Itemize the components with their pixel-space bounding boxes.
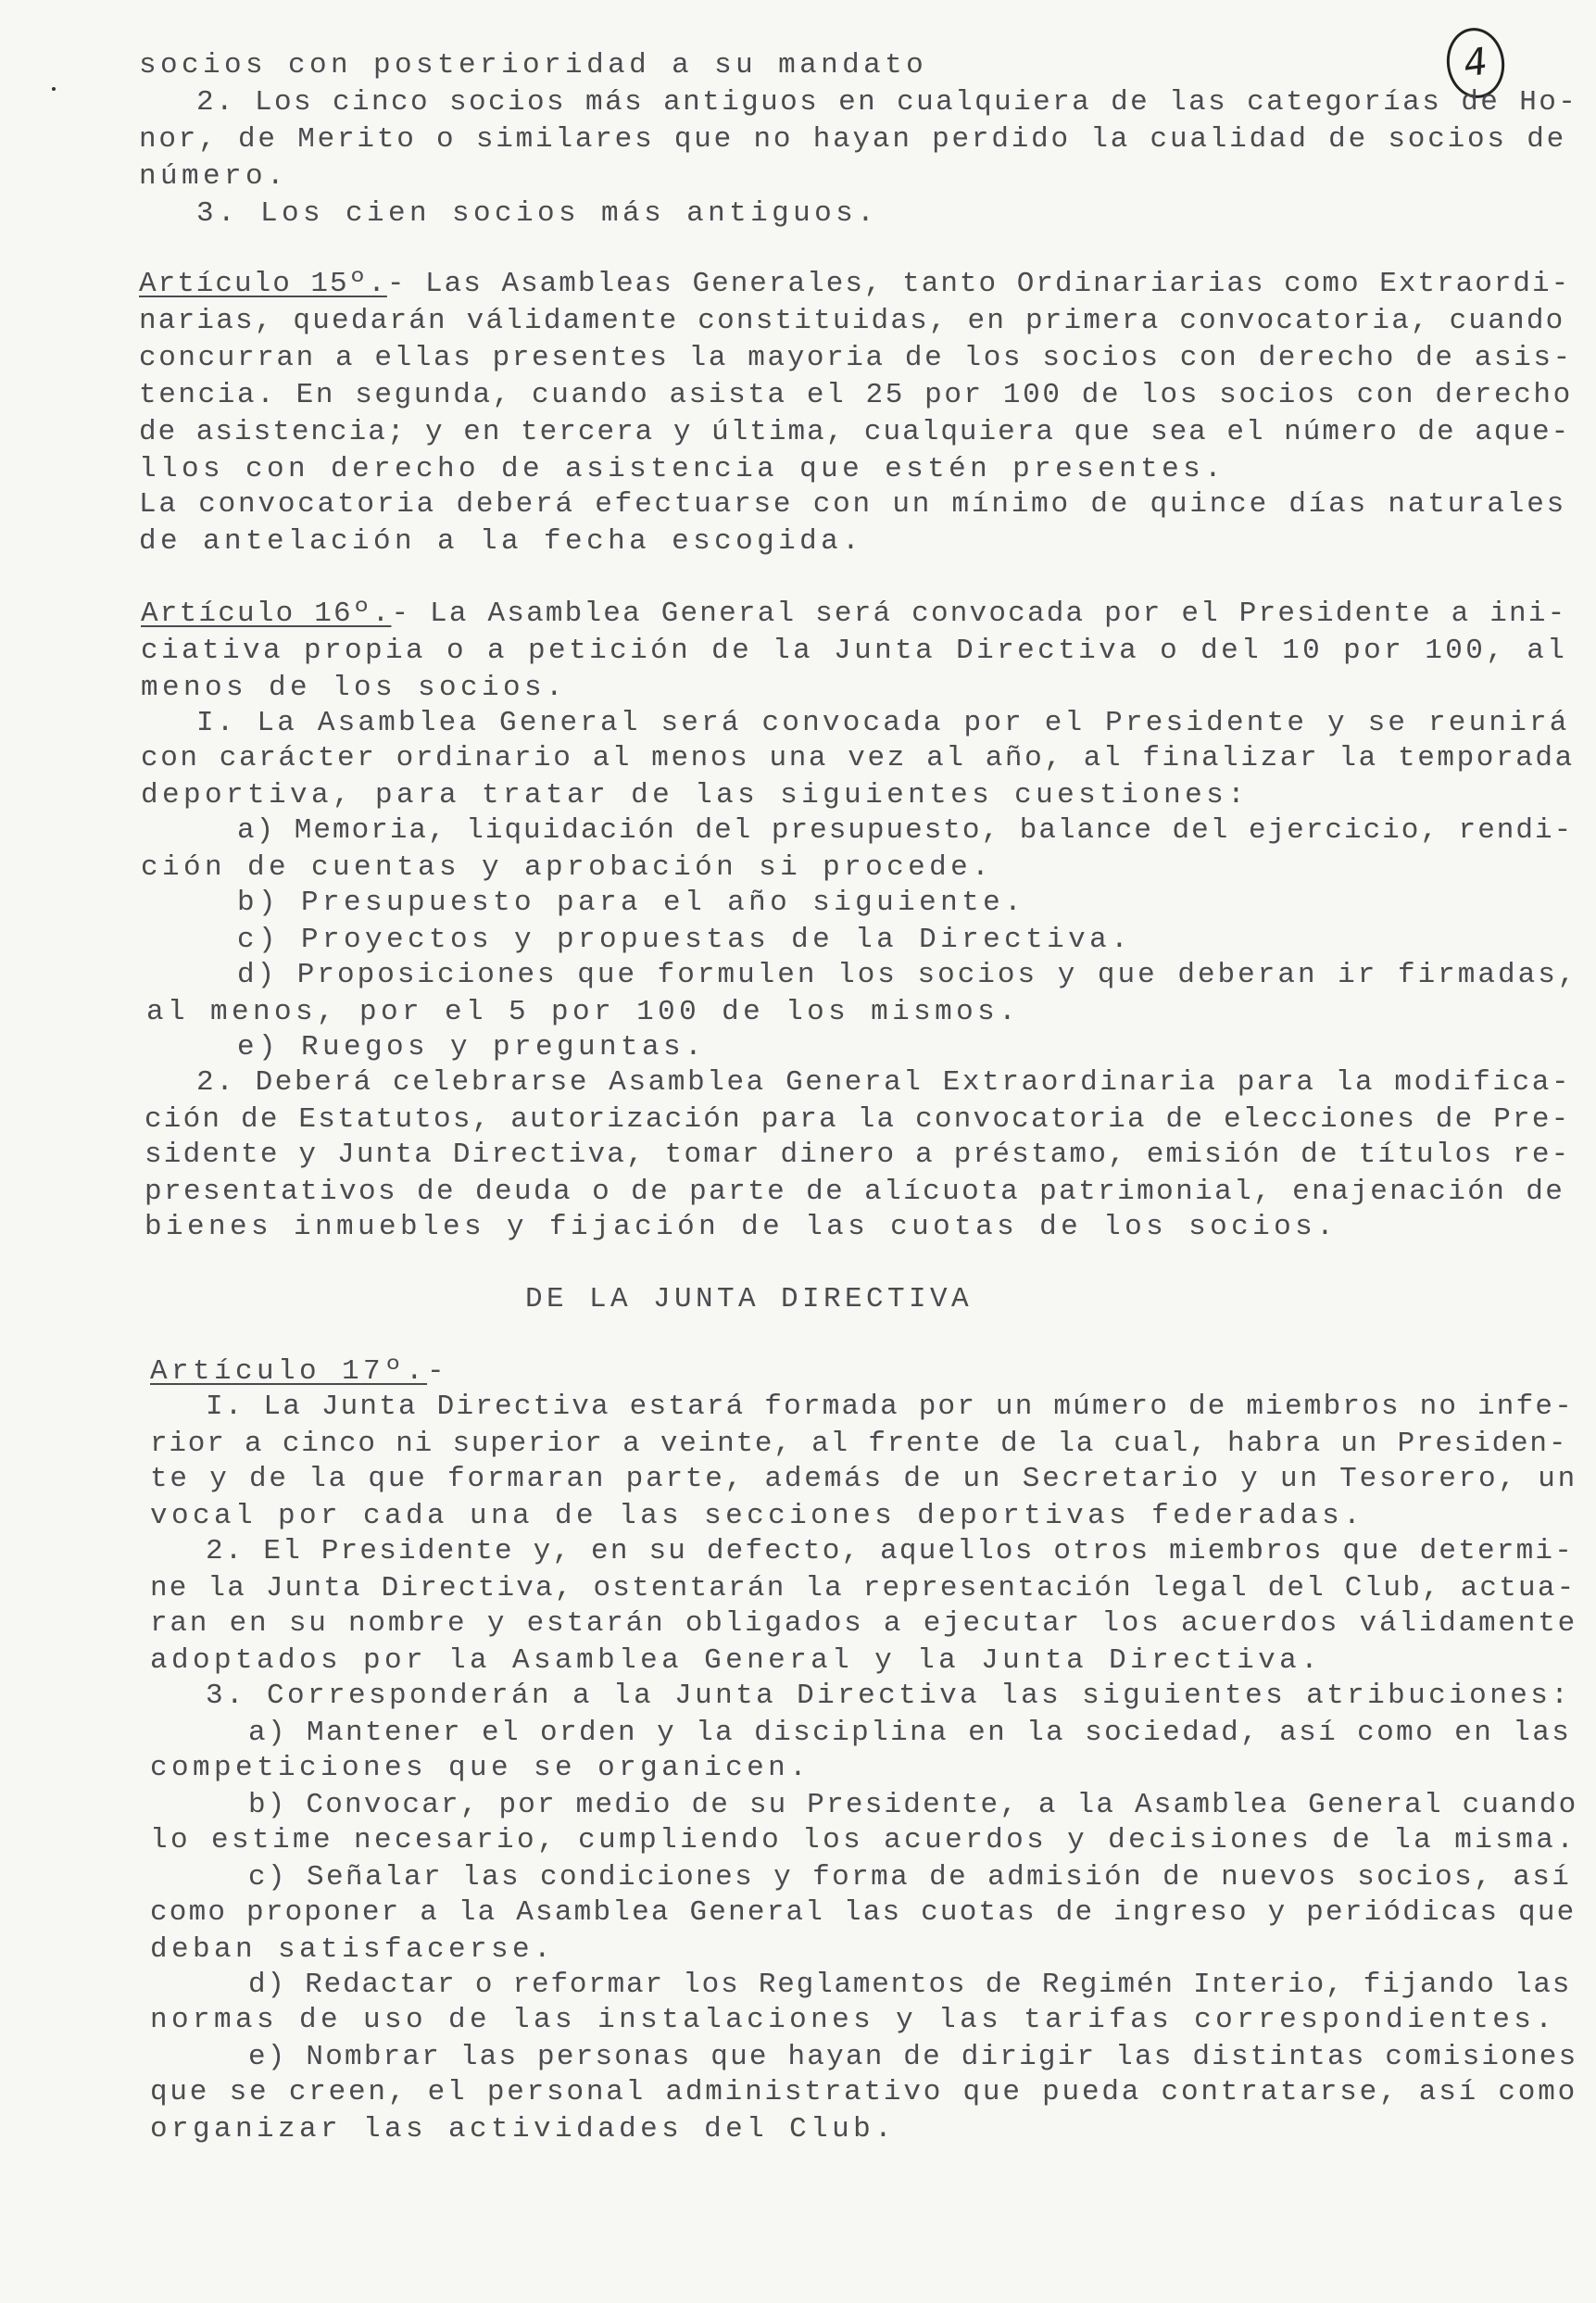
text-line: deportiva, para tratar de las siguientes cuestiones: xyxy=(141,779,1250,812)
text-line: 2. Deberá celebrarse Asamblea General Extraordinaria para la modifica- xyxy=(196,1066,1572,1099)
text-line: ne la Junta Directiva, ostentarán la representación legal del Club, actua- xyxy=(150,1572,1577,1605)
text-line: c) Proyectos y propuestas de la Directiva. xyxy=(237,924,1133,956)
text-line: a) Memoria, liquidación del presupuesto, balance del ejercicio, rendi- xyxy=(237,814,1574,847)
text-line: que se creen, el personal administrativo que pueda contratarse, así como xyxy=(150,2076,1578,2108)
text-line: normas de uso de las instalaciones y las tarifas correspondientes. xyxy=(150,2004,1557,2036)
text-line: b) Convocar, por medio de su Presidente, a la Asamblea General cuando xyxy=(248,1789,1578,1821)
article-17-heading: Artículo 17º. xyxy=(150,1355,428,1388)
text-line: organizar las actividades del Club. xyxy=(150,2113,897,2146)
text-line: adoptados por la Asamblea General y la Junta Directiva. xyxy=(150,1644,1323,1677)
article-15-heading-line xyxy=(139,267,1570,302)
text-line: número. xyxy=(139,160,289,193)
text-line: a) Mantener el orden y la disciplina en la sociedad, así como en las xyxy=(248,1717,1572,1749)
text-line: rior a cinco ni superior a veinte, al frente de la cual, habra un Presiden- xyxy=(150,1428,1568,1460)
text-line: c) Señalar las condiciones y forma de admisión de nuevos socios, así xyxy=(248,1861,1572,1894)
text-line: - La Asamblea General será convocada por el Presidente a ini- xyxy=(391,598,1567,630)
text-line: presentativos de deuda o de parte de alícuota patrimonial, enajenación de xyxy=(145,1176,1565,1208)
stray-mark xyxy=(52,87,56,91)
section-heading: DE LA JUNTA DIRECTIVA xyxy=(525,1283,974,1315)
text-line: bienes inmuebles y fijación de las cuotas de los socios. xyxy=(145,1211,1338,1243)
text-line: de antelación a la fecha escogida. xyxy=(139,525,864,558)
text-line: menos de los socios. xyxy=(141,672,568,704)
text-line: con carácter ordinario al menos una vez al año, al finalizar la temporada xyxy=(141,742,1575,774)
page-number: 4 xyxy=(1442,24,1509,102)
text-line: ción de cuentas y aprobación si procede. xyxy=(141,851,994,884)
text-line: lo estime necesario, cumpliendo los acuerdos y decisiones de la misma. xyxy=(150,1824,1577,1856)
text-line: te y de la que formaran parte, además de un Secretario y un Tesorero, un xyxy=(150,1463,1578,1495)
text-line: b) Presupuesto para el año siguiente. xyxy=(237,887,1026,919)
text-line: I. La Asamblea General será convocada por el Presidente y se reunirá xyxy=(196,707,1570,739)
text-line: e) Nombrar las personas que hayan de dirigir las distintas comisiones xyxy=(248,2041,1578,2073)
text-line: nor, de Merito o similares que no hayan perdido la cualidad de socios de xyxy=(139,123,1567,156)
text-line: como proponer a la Asamblea General las cuotas de ingreso y periódicas que xyxy=(150,1896,1577,1929)
text-line: La convocatoria deberá efectuarse con un mínimo de quince días naturales xyxy=(139,488,1567,521)
text-line: deban satisfacerse. xyxy=(150,1933,556,1966)
article-17-heading-line xyxy=(150,1354,448,1390)
text-line: tencia. En segunda, cuando asista el 25 por 100 de los socios con derecho xyxy=(139,379,1573,411)
text-line: concurran a ellas presentes la mayoria de los socios con derecho de asis- xyxy=(139,342,1573,374)
text-line: - xyxy=(427,1355,449,1388)
text-line: I. La Junta Directiva estará formada por un múmero de miembros no infe- xyxy=(206,1391,1575,1423)
text-line: ciativa propia o a petición de la Junta Directiva o del 10 por 100, al xyxy=(141,635,1568,667)
text-line: 2. El Presidente y, en su defecto, aquellos otros miembros que determi- xyxy=(206,1535,1575,1567)
text-line: vocal por cada una de las secciones deportivas federadas. xyxy=(150,1500,1365,1532)
text-line: 2. Los cinco socios más antiguos en cualquiera de las categorías de Ho- xyxy=(196,86,1578,119)
text-line: - Las Asambleas Generales, tanto Ordinariarias como Extraordi- xyxy=(386,268,1571,300)
text-line: e) Ruegos y preguntas. xyxy=(237,1031,707,1063)
text-line: d) Redactar o reformar los Reglamentos de Regimén Interio, fijando las xyxy=(248,1969,1572,2001)
text-line: sidente y Junta Directiva, tomar dinero a préstamo, emisión de títulos re- xyxy=(145,1139,1571,1171)
text-line: competiciones que se organicen. xyxy=(150,1752,811,1784)
text-line: ran en su nombre y estarán obligados a ejecutar los acuerdos válidamente xyxy=(150,1607,1578,1640)
text-line: llos con derecho de asistencia que estén presentes. xyxy=(139,453,1226,485)
text-line: socios con posterioridad a su mandato xyxy=(139,49,928,82)
text-line: 3. Los cien socios más antiguos. xyxy=(196,197,879,230)
text-line: ción de Estatutos, autorización para la convocatoria de elecciones de Pre- xyxy=(145,1103,1571,1136)
text-line: al menos, por el 5 por 100 de los mismos. xyxy=(146,996,1021,1028)
text-line: narias, quedarán válidamente constituidas, en primera convocatoria, cuando xyxy=(139,305,1565,337)
text-line: de asistencia; y en tercera y última, cualquiera que sea el número de aque- xyxy=(139,416,1571,448)
article-15-heading: Artículo 15º. xyxy=(139,268,387,300)
text-line: d) Proposiciones que formulen los socios y que deberan ir firmadas, xyxy=(237,959,1578,991)
article-16-heading-line xyxy=(141,597,1566,632)
article-16-heading: Artículo 16º. xyxy=(141,598,392,630)
text-line: 3. Corresponderán a la Junta Directiva las siguientes atribuciones: xyxy=(206,1680,1572,1712)
